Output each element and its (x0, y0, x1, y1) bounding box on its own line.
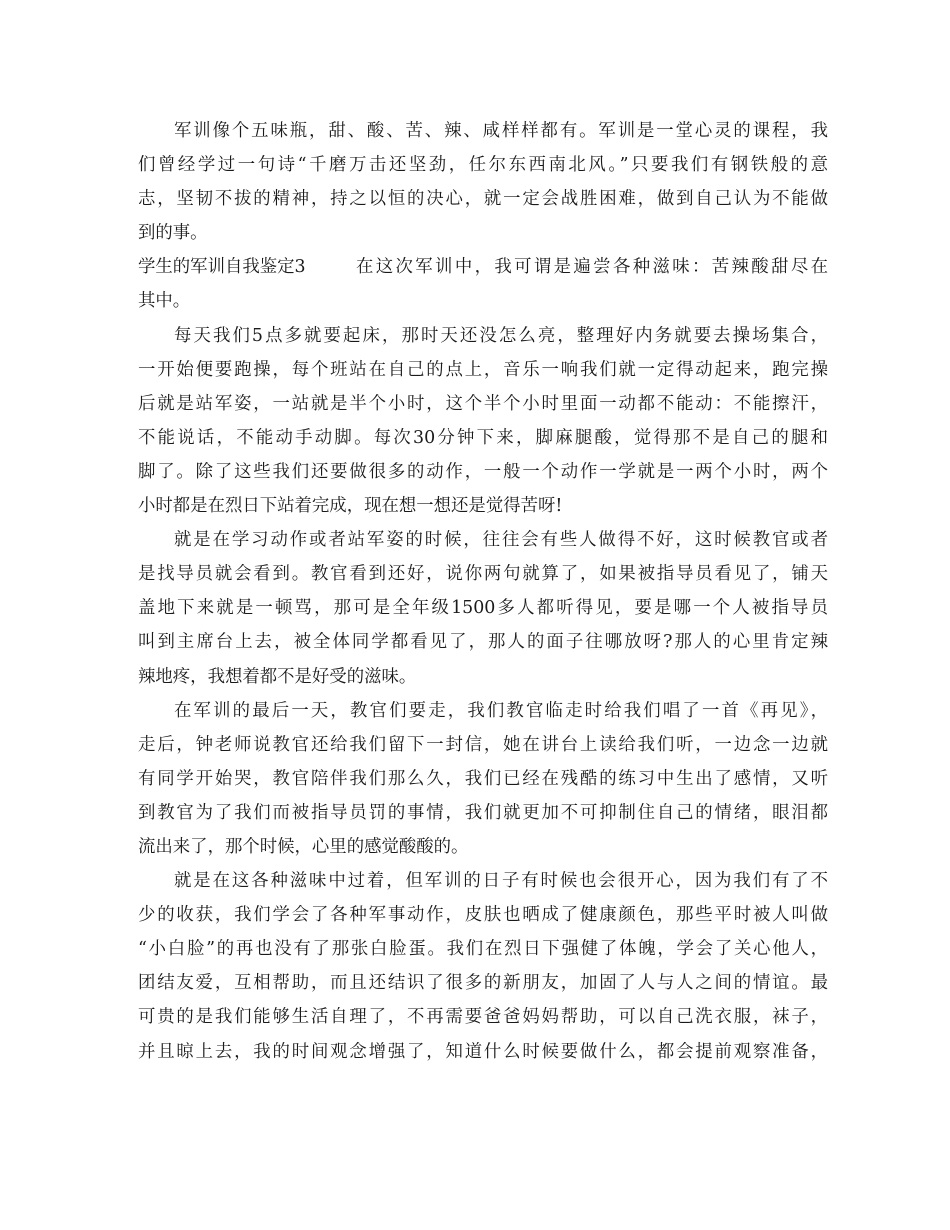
paragraph-3-line: 就是在学习动作或者站军姿的时候，往往会有些人做得不好，这时候教官或者 (174, 530, 828, 551)
paragraph-5-line: 团结友爱，互相帮助，而且还结识了很多的新朋友，加固了人与人之间的情谊。最 (138, 973, 828, 994)
paragraph-3-line: 盖地下来就是一顿骂，那可是全年级1500多人都听得见，要是哪一个人被指导员 (138, 598, 828, 619)
section-heading-continuation: 其中。 (138, 291, 191, 312)
paragraph-4-line: 到教官为了我们而被指导员罚的事情，我们就更加不可抑制住自己的情绪，眼泪都 (138, 802, 828, 823)
paragraph-4-line: 走后，钟老师说教官还给我们留下一封信，她在讲台上读给我们听，一边念一边就 (138, 734, 828, 755)
section-heading-title: 学生的军训自我鉴定3 (138, 257, 306, 278)
paragraph-1-line: 到的事。 (138, 223, 208, 244)
paragraph-4-line: 有同学开始哭，教官陪伴我们那么久，我们已经在残酷的练习中生出了感情，又听 (138, 768, 828, 789)
paragraph-1-line: 军训像个五味瓶，甜、酸、苦、辣、咸样样都有。军训是一堂心灵的课程，我 (174, 121, 828, 141)
paragraph-5-line: 可贵的是我们能够生活自理了，不再需要爸爸妈妈帮助，可以自己洗衣服，袜子， (138, 1007, 828, 1028)
paragraph-2-line: 脚了。除了这些我们还要做很多的动作，一般一个动作一学就是一两个小时，两个 (138, 461, 828, 482)
paragraph-2-line: 一开始便要跑操，每个班站在自己的点上，音乐一响我们就一定得动起来，跑完操 (138, 359, 828, 380)
paragraph-5-line: “小白脸”的再也没有了那张白脸蛋。我们在烈日下强健了体魄，学会了关心他人， (138, 939, 828, 960)
paragraph-2-line: 不能说话，不能动手动脚。每次30分钟下来，脚麻腿酸，觉得那不是自己的腿和 (138, 427, 828, 448)
document-page (138, 114, 828, 1069)
paragraph-5-line: 就是在这各种滋味中过着，但军训的日子有时候也会很开心，因为我们有了不 (174, 871, 828, 892)
paragraph-4-line: 流出来了，那个时候，心里的感觉酸酸的。 (138, 836, 469, 857)
paragraph-1-line: 们曾经学过一句诗“千磨万击还坚劲，任尔东西南北风。”只要我们有钢铁般的意 (138, 155, 828, 176)
paragraph-5-line: 少的收获，我们学会了各种军事动作，皮肤也晒成了健康颜色，那些平时被人叫做 (138, 905, 828, 926)
paragraph-2-line: 每天我们5点多就要起床，那时天还没怎么亮，整理好内务就要去操场集合， (174, 325, 828, 346)
section-heading-text: 在这次军训中，我可谓是遍尝各种滋味：苦辣酸甜尽在 (356, 257, 828, 278)
paragraph-3-line: 辣地疼，我想着都不是好受的滋味。 (138, 666, 417, 687)
paragraph-3-line: 叫到主席台上去，被全体同学都看见了，那人的面子往哪放呀?那人的心里肯定辣 (138, 632, 828, 653)
paragraph-2-line: 小时都是在烈日下站着完成，现在想一想还是觉得苦呀! (138, 496, 563, 517)
paragraph-2-line: 后就是站军姿，一站就是半个小时，这个半个小时里面一动都不能动：不能擦汗， (138, 393, 828, 414)
paragraph-1-line: 志，坚韧不拔的精神，持之以恒的决心，就一定会战胜困难，做到自己认为不能做 (138, 189, 828, 210)
paragraph-4-line: 在军训的最后一天，教官们要走，我们教官临走时给我们唱了一首《再见》， (174, 700, 828, 721)
paragraph-5-line: 并且晾上去，我的时间观念增强了，知道什么时候要做什么，都会提前观察准备， (138, 1041, 828, 1062)
section-heading-line (138, 250, 828, 284)
paragraph-3-line: 是找导员就会看到。教官看到还好，说你两句就算了，如果被指导员看见了，铺天 (138, 564, 828, 585)
